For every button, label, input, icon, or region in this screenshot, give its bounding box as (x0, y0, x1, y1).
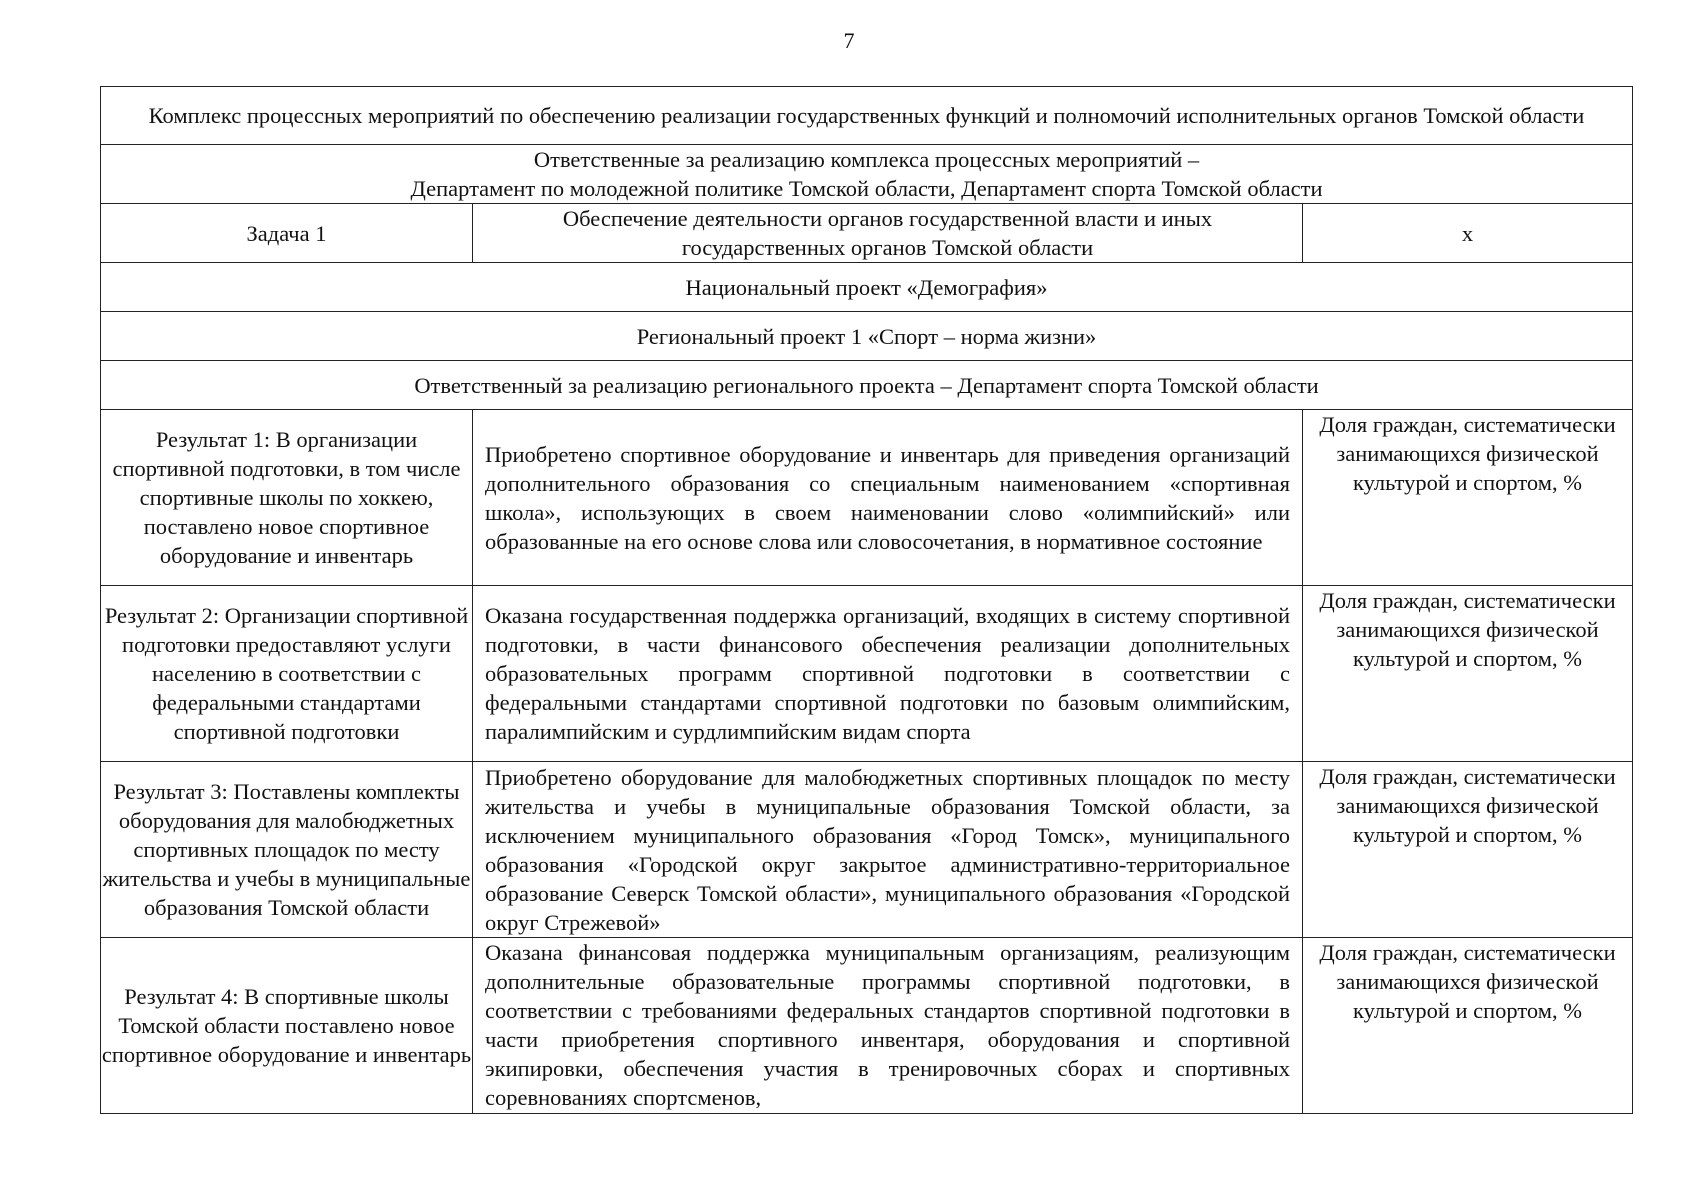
result-name: Результат 1: В организации спортивной подготовки, в том числе спортивные школы по хоккею, поставлено новое спортивное оборудование и инвентарь (101, 410, 473, 586)
result-indicator: Доля граждан, систематически занимающихся физической культурой и спортом, % (1303, 938, 1633, 1114)
result-description: Оказана финансовая поддержка муниципальным организациям, реализующим дополнительные образовательные программы спортивной подготовки, в соответствии с требованиями федеральных стандартов спортивной подготовки в части приобретения спортивного инвентаря, оборудования и спортивной экипировки, обеспечения участия в тренировочных сборах и спортивных соревнованиях спортсменов, (473, 938, 1303, 1114)
task-description: Обеспечение деятельности органов государственной власти и иных государственных органов Томской области (473, 204, 1303, 263)
regional-project-row (101, 312, 1633, 361)
activities-table (100, 86, 1633, 1114)
result-name: Результат 3: Поставлены комплекты оборудования для малобюджетных спортивных площадок по месту жительства и учебы в муниципальные образования Томской области (101, 762, 473, 938)
responsible-complex-row (101, 145, 1633, 204)
task-mark: х (1303, 204, 1633, 263)
regional-responsible-row (101, 361, 1633, 410)
result-description: Оказана государственная поддержка организаций, входящих в систему спортивной подготовки, в части финансового обеспечения реализации дополнительных образовательных программ спортивной подготовки в соответствии с федеральными стандартами спортивной подготовки по базовым олимпийским, паралимпийским и сурдлимпийским видам спорта (473, 586, 1303, 762)
regional-project: Региональный проект 1 «Спорт – норма жизни» (101, 312, 1633, 361)
responsible-complex-cell (101, 145, 1633, 204)
result-indicator: Доля граждан, систематически занимающихся физической культурой и спортом, % (1303, 410, 1633, 586)
result-row (101, 762, 1633, 938)
task-label: Задача 1 (101, 204, 473, 263)
task-row (101, 204, 1633, 263)
result-name: Результат 4: В спортивные школы Томской области поставлено новое спортивное оборудование и инвентарь (101, 938, 473, 1114)
result-row (101, 586, 1633, 762)
responsible-complex-line1: Ответственные за реализацию комплекса процессных мероприятий – (533, 147, 1200, 172)
page-number: 7 (843, 28, 855, 53)
complex-title: Комплекс процессных мероприятий по обеспечению реализации государственных функций и полномочий исполнительных органов Томской области (101, 87, 1633, 145)
regional-responsible: Ответственный за реализацию регионального проекта – Департамент спорта Томской области (101, 361, 1633, 410)
result-row (101, 410, 1633, 586)
result-row (101, 938, 1633, 1114)
result-indicator: Доля граждан, систематически занимающихся физической культурой и спортом, % (1303, 762, 1633, 938)
national-project: Национальный проект «Демография» (101, 263, 1633, 312)
responsible-complex-line2: Департамент по молодежной политике Томской области, Департамент спорта Томской области (410, 176, 1323, 201)
complex-title-row (101, 87, 1633, 145)
result-name: Результат 2: Организации спортивной подготовки предоставляют услуги населению в соответствии с федеральными стандартами спортивной подготовки (101, 586, 473, 762)
result-description: Приобретено оборудование для малобюджетных спортивных площадок по месту жительства и учебы в муниципальные образования Томской области, за исключением муниципального образования «Город Томск», муниципального образования «Городской округ закрытое административно-территориальное образование Северск Томской области», муниципального образования «Городской округ Стрежевой» (473, 762, 1303, 938)
result-description: Приобретено спортивное оборудование и инвентарь для приведения организаций дополнительного образования со специальным наименованием «спортивная школа», использующих в своем наименовании слово «олимпийский» или образованные на его основе слова или словосочетания, в нормативное состояние (473, 410, 1303, 586)
result-indicator: Доля граждан, систематически занимающихся физической культурой и спортом, % (1303, 586, 1633, 762)
national-project-row (101, 263, 1633, 312)
